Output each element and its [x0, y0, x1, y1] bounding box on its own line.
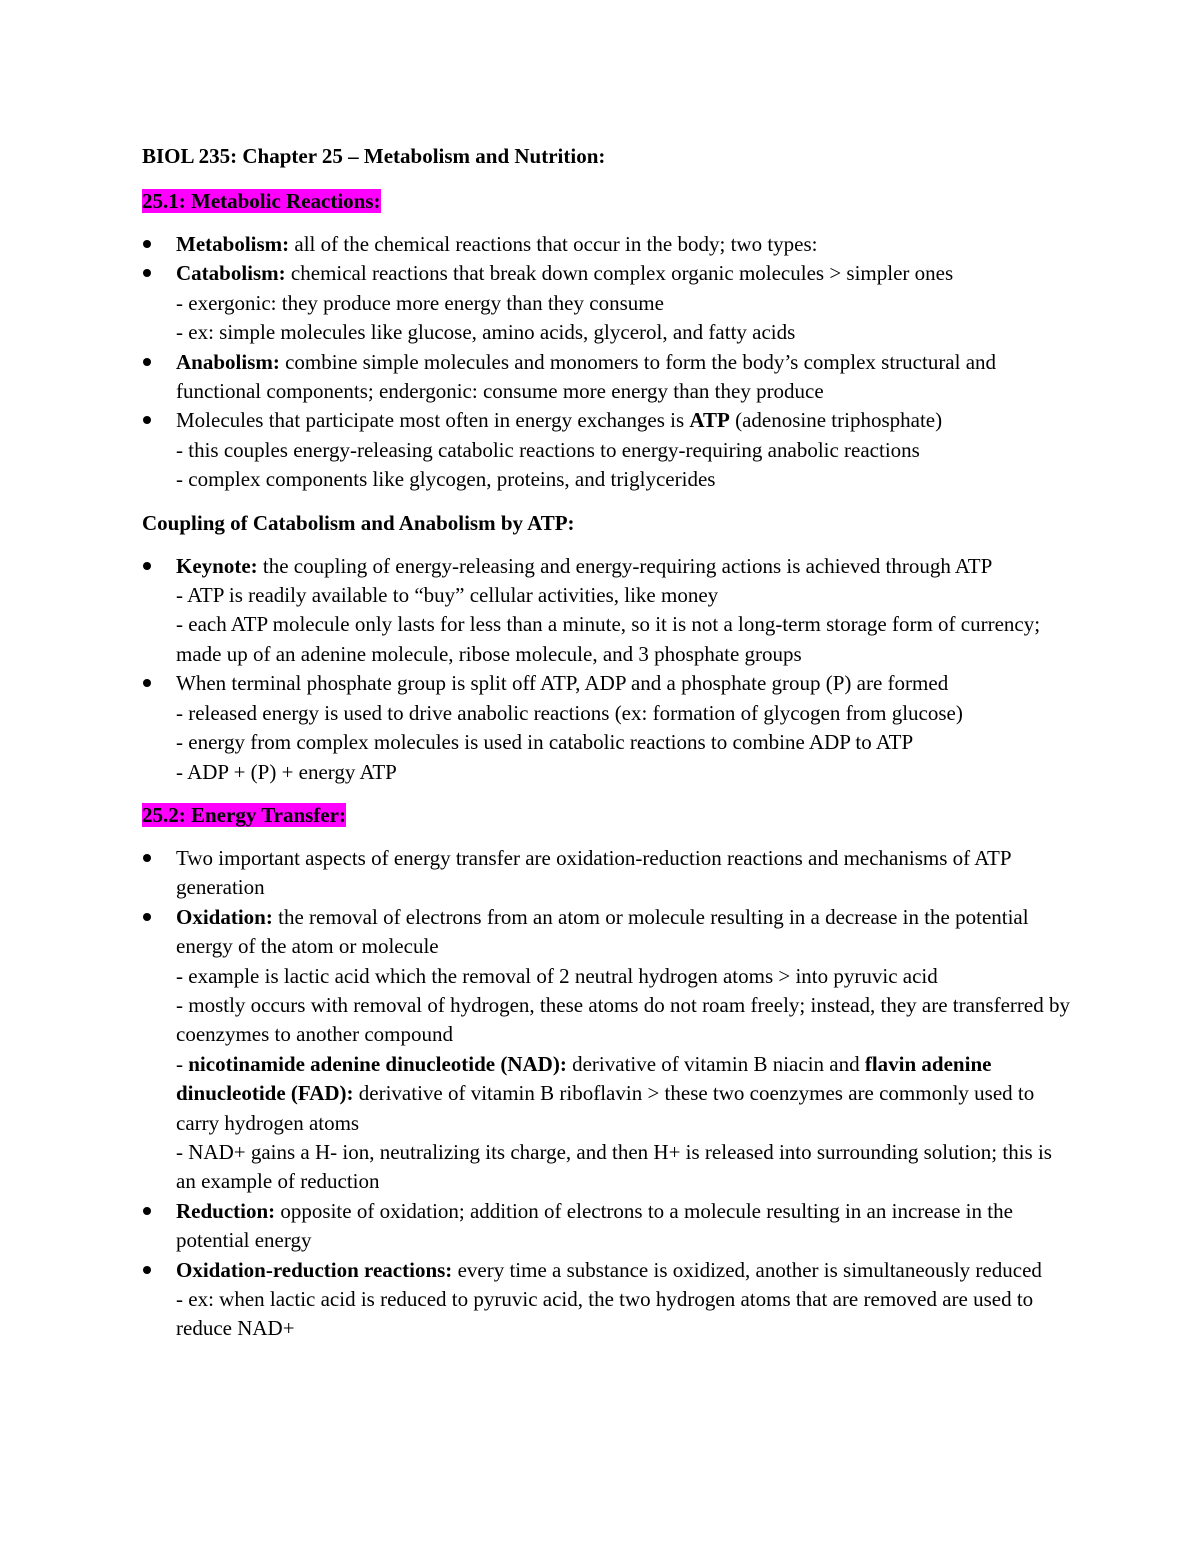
term-oxidation: Oxidation: — [176, 904, 273, 929]
sub-point: - ex: when lactic acid is reduced to pyruvic acid, the two hydrogen atoms that are removed are used to reduce NAD+ — [176, 1287, 1034, 1341]
bullet-metabolism — [142, 230, 1072, 259]
term-nad: nicotinamide adenine dinucleotide (NAD): — [188, 1051, 567, 1076]
term-atp: ATP — [689, 408, 730, 433]
sub-point: - example is lactic acid which the removal of 2 neutral hydrogen atoms > into pyruvic acid — [176, 963, 938, 988]
section-heading-25-1 — [142, 187, 1072, 216]
sub-point: - NAD+ gains a H- ion, neutralizing its charge, and then H+ is released into surrounding solution; this is an example of reduction — [176, 1139, 1052, 1194]
bullet-terminal-phosphate — [142, 669, 1072, 787]
section-25-2-list — [142, 844, 1072, 1344]
term-reduction: Reduction: — [176, 1198, 276, 1223]
bullet-text: (adenosine triphosphate) — [729, 408, 943, 433]
sub-point: - ex: simple molecules like glucose, amino acids, glycerol, and fatty acids — [176, 320, 796, 345]
sub-point: - mostly occurs with removal of hydrogen, these atoms do not roam freely; instead, they are transferred by coenzymes to another compound — [176, 992, 1070, 1047]
bullet-text: every time a substance is oxidized, another is simultaneously reduced — [452, 1257, 1042, 1282]
term-anabolism: Anabolism: — [176, 349, 280, 374]
sub-point: - energy from complex molecules is used in catabolic reactions to combine ADP to ATP — [176, 730, 914, 755]
sub-text: derivative of vitamin B niacin and — [566, 1051, 865, 1076]
bullet-catabolism — [142, 259, 1072, 347]
bullet-reduction — [142, 1197, 1072, 1256]
sub-point: - ADP + (P) + energy ATP — [176, 759, 397, 784]
sub-point: - exergonic: they produce more energy than they consume — [176, 290, 664, 315]
bullet-oxidation — [142, 903, 1072, 1197]
sub-point: - each ATP molecule only lasts for less than a minute, so it is not a long-term storage form of currency; made up of an adenine molecule, ribose molecule, and 3 phosphate groups — [176, 612, 1041, 666]
bullet-redox — [142, 1256, 1072, 1344]
bullet-text: opposite of oxidation; addition of electrons to a molecule resulting in an increase in the potential energy — [176, 1198, 1013, 1253]
bullet-text: combine simple molecules and monomers to form the body’s complex structural and functional components; endergonic: consume more energy than they produce — [176, 349, 997, 404]
term-catabolism: Catabolism: — [176, 261, 286, 286]
sub-text: derivative of vitamin B riboflavin > these two coenzymes are commonly used to carry hydrogen atoms — [176, 1081, 1035, 1135]
bullet-text: the coupling of energy-releasing and energy-requiring actions is achieved through ATP — [257, 553, 993, 578]
sub-dash: - — [176, 1051, 189, 1076]
section-heading-25-2 — [142, 801, 1072, 830]
bullet-text: Molecules that participate most often in energy exchanges is — [176, 408, 690, 433]
term-keynote: Keynote: — [176, 553, 258, 578]
bullet-keynote — [142, 552, 1072, 670]
bullet-energy-transfer — [142, 844, 1072, 903]
sub-point: - released energy is used to drive anabolic reactions (ex: formation of glycogen from glucose) — [176, 700, 963, 725]
sub-point-nad-fad — [176, 1050, 1072, 1138]
sub-point: - ATP is readily available to “buy” cellular activities, like money — [176, 583, 719, 608]
document-page — [142, 142, 1072, 1358]
bullet-text: chemical reactions that break down complex organic molecules > simpler ones — [285, 261, 954, 286]
bullet-anabolism — [142, 348, 1072, 407]
term-fad: flavin adenine dinucleotide (FAD): — [176, 1051, 992, 1106]
sub-point: - complex components like glycogen, proteins, and triglycerides — [176, 467, 716, 492]
coupling-heading: Coupling of Catabolism and Anabolism by ATP: — [142, 510, 575, 535]
bullet-atp — [142, 406, 1072, 494]
sub-point: - this couples energy-releasing catabolic reactions to energy-requiring anabolic reactions — [176, 437, 920, 462]
coupling-list — [142, 552, 1072, 787]
bullet-text: all of the chemical reactions that occur in the body; two types: — [289, 232, 818, 256]
section-25-1-list — [142, 230, 1072, 495]
bullet-text: the removal of electrons from an atom or molecule resulting in a decrease in the potential energy of the atom or molecule — [176, 904, 1029, 959]
heading-highlight: 25.2: Energy Transfer: — [142, 802, 346, 827]
heading-highlight: 25.1: Metabolic Reactions: — [142, 189, 381, 213]
document-title: BIOL 235: Chapter 25 – Metabolism and Nutrition: — [142, 144, 606, 168]
term-metabolism: Metabolism: — [176, 232, 290, 256]
bullet-text: Two important aspects of energy transfer are oxidation-reduction reactions and mechanisms of ATP generation — [176, 845, 1011, 900]
bullet-text: When terminal phosphate group is split off ATP, ADP and a phosphate group (P) are formed — [176, 671, 949, 696]
term-redox: Oxidation-reduction reactions: — [176, 1257, 453, 1282]
